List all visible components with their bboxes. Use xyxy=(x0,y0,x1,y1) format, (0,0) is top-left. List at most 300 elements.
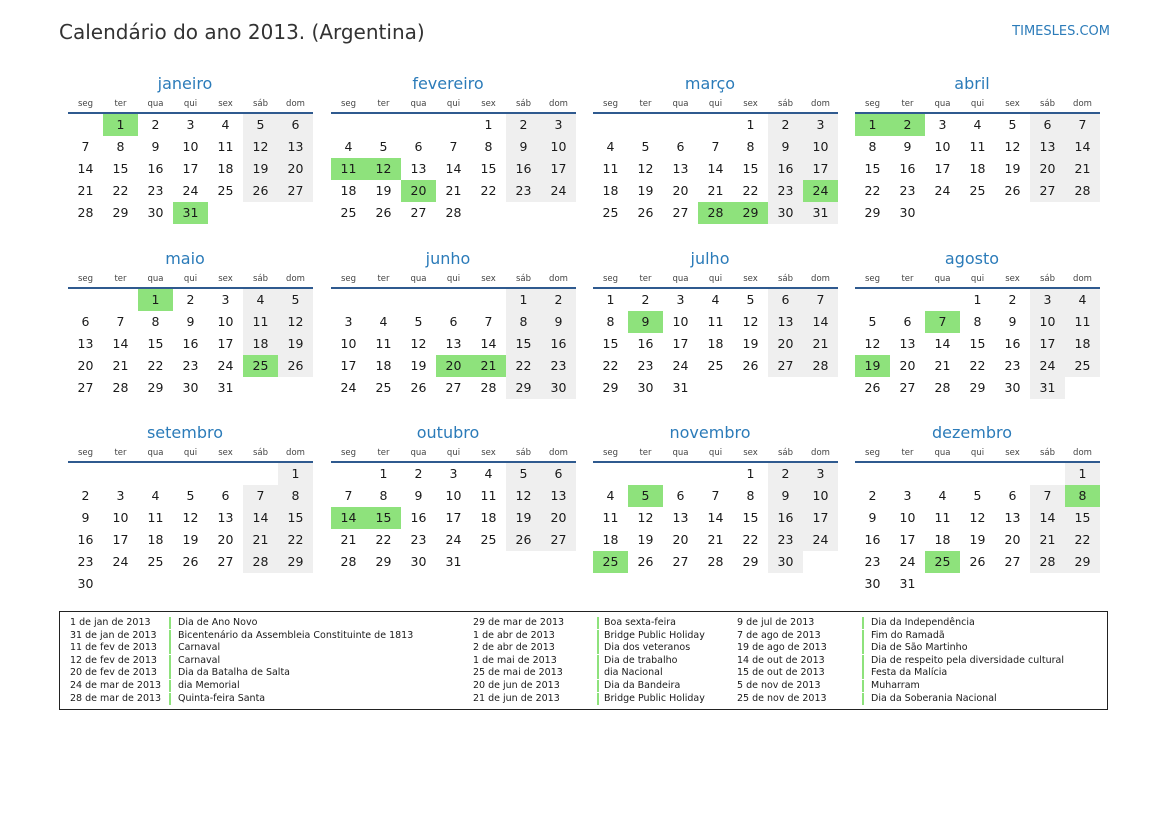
day-cell: 30 xyxy=(541,377,576,399)
weekday-header: sex xyxy=(471,272,506,289)
day-cell: 2 xyxy=(868,488,877,503)
day-cell: 10 xyxy=(803,136,838,158)
holiday-name: Dia de Ano Novo xyxy=(178,617,258,628)
empty-cell xyxy=(698,463,733,485)
day-cell: 25 xyxy=(969,183,986,198)
legend-item xyxy=(70,655,460,668)
holiday-date: 1 de abr de 2013 xyxy=(473,629,555,641)
weekday-header: seg xyxy=(855,272,890,289)
legend-item xyxy=(737,617,1097,630)
day-cell: 13 xyxy=(672,161,689,176)
day-cell: 27 xyxy=(768,355,803,377)
day-cell: 6 xyxy=(1008,488,1017,503)
weekday-header: sex xyxy=(995,446,1030,463)
day-cell: 7 xyxy=(116,314,125,329)
day-cell: 8 xyxy=(379,488,388,503)
empty-cell xyxy=(663,114,698,136)
day-cell: 30 xyxy=(637,380,654,395)
day-cell: 8 xyxy=(151,314,160,329)
weekday-header: sex xyxy=(995,97,1030,114)
day-cell: 25 xyxy=(147,554,164,569)
day-cell: 13 xyxy=(1004,510,1021,525)
day-cell: 10 xyxy=(541,136,576,158)
holiday-cell: 1 xyxy=(855,114,890,136)
day-cell: 14 xyxy=(707,510,724,525)
day-cell: 19 xyxy=(742,336,759,351)
holiday-date: 15 de out de 2013 xyxy=(737,667,825,679)
day-cell: 11 xyxy=(243,311,278,333)
holiday-marker xyxy=(597,693,599,705)
day-cell: 13 xyxy=(541,485,576,507)
holiday-date: 29 de mar de 2013 xyxy=(473,617,565,628)
day-cell: 11 xyxy=(217,139,234,154)
day-cell: 14 xyxy=(112,336,129,351)
day-cell: 20 xyxy=(1030,158,1065,180)
day-cell: 27 xyxy=(1004,554,1021,569)
holiday-cell: 8 xyxy=(1065,485,1100,507)
month-outubro xyxy=(325,422,571,573)
weekday-header: seg xyxy=(68,97,103,114)
weekday-header: sáb xyxy=(243,272,278,289)
holiday-cell: 21 xyxy=(471,355,506,377)
site-link[interactable]: TIMESLES.COM xyxy=(1012,24,1110,39)
day-cell: 26 xyxy=(637,205,654,220)
month-junho xyxy=(325,248,571,399)
day-cell: 9 xyxy=(1008,314,1017,329)
month-name: julho xyxy=(690,249,730,268)
day-cell: 6 xyxy=(903,314,912,329)
day-cell: 24 xyxy=(182,183,199,198)
day-cell: 28 xyxy=(707,554,724,569)
day-cell: 2 xyxy=(768,114,803,136)
weekday-header: dom xyxy=(541,272,576,289)
day-cell: 17 xyxy=(112,532,129,547)
day-cell: 24 xyxy=(217,358,234,373)
holiday-cell: 28 xyxy=(698,202,733,224)
day-cell: 29 xyxy=(969,380,986,395)
day-cell: 27 xyxy=(672,554,689,569)
day-cell: 5 xyxy=(379,139,388,154)
day-cell: 4 xyxy=(938,488,947,503)
empty-cell xyxy=(401,289,436,311)
month-agosto xyxy=(849,248,1095,399)
holiday-cell: 11 xyxy=(331,158,366,180)
holiday-marker xyxy=(169,642,171,654)
holiday-date: 1 de jan de 2013 xyxy=(70,617,151,628)
day-cell: 31 xyxy=(217,380,234,395)
weekday-header: sáb xyxy=(768,97,803,114)
day-cell: 16 xyxy=(77,532,94,547)
holiday-date: 7 de ago de 2013 xyxy=(737,629,821,641)
day-cell: 15 xyxy=(1065,507,1100,529)
empty-cell xyxy=(471,289,506,311)
day-cell: 19 xyxy=(637,183,654,198)
holiday-cell: 2 xyxy=(890,114,925,136)
day-cell: 1 xyxy=(606,292,615,307)
day-cell: 24 xyxy=(541,180,576,202)
month-name: fevereiro xyxy=(412,74,484,93)
day-cell: 1 xyxy=(973,292,982,307)
weekday-header: qui xyxy=(173,446,208,463)
weekday-header: ter xyxy=(890,97,925,114)
empty-cell xyxy=(1030,463,1065,485)
empty-cell xyxy=(925,289,960,311)
day-cell: 31 xyxy=(803,202,838,224)
day-cell: 12 xyxy=(969,510,986,525)
empty-cell xyxy=(890,289,925,311)
day-cell: 31 xyxy=(672,380,689,395)
day-cell: 19 xyxy=(375,183,392,198)
holiday-name: Bridge Public Holiday xyxy=(604,629,705,641)
day-cell: 15 xyxy=(506,333,541,355)
empty-cell xyxy=(925,463,960,485)
day-cell: 24 xyxy=(112,554,129,569)
day-cell: 28 xyxy=(1065,180,1100,202)
day-cell: 29 xyxy=(147,380,164,395)
legend-item xyxy=(70,693,460,706)
holiday-marker xyxy=(862,642,864,654)
holiday-name: Dia de respeito pela diversidade cultural xyxy=(871,654,1064,666)
day-cell: 17 xyxy=(445,510,462,525)
day-cell: 20 xyxy=(768,333,803,355)
holiday-name: Quinta-feira Santa xyxy=(178,692,266,704)
holiday-name: Dia da Batalha de Salta xyxy=(178,667,290,679)
holiday-name: Fim do Ramadã xyxy=(871,629,945,641)
weekday-header: qua xyxy=(925,97,960,114)
weekday-header: qua xyxy=(925,272,960,289)
legend-column xyxy=(737,617,1097,705)
day-cell: 5 xyxy=(641,139,650,154)
day-cell: 26 xyxy=(969,554,986,569)
day-cell: 22 xyxy=(480,183,497,198)
day-cell: 14 xyxy=(77,161,94,176)
day-cell: 2 xyxy=(506,114,541,136)
day-cell: 10 xyxy=(899,510,916,525)
day-cell: 18 xyxy=(217,161,234,176)
legend-item xyxy=(737,642,1097,655)
holiday-cell: 5 xyxy=(628,485,663,507)
day-cell: 16 xyxy=(637,336,654,351)
day-cell: 22 xyxy=(969,358,986,373)
holiday-cell: 19 xyxy=(855,355,890,377)
day-cell: 13 xyxy=(217,510,234,525)
holiday-date: 11 de fev de 2013 xyxy=(70,642,157,654)
weekday-header: qua xyxy=(401,272,436,289)
day-cell: 14 xyxy=(803,311,838,333)
day-cell: 23 xyxy=(147,183,164,198)
day-cell: 9 xyxy=(186,314,195,329)
holiday-cell: 14 xyxy=(331,507,366,529)
day-cell: 18 xyxy=(602,183,619,198)
day-cell: 24 xyxy=(672,358,689,373)
day-cell: 23 xyxy=(1004,358,1021,373)
day-cell: 19 xyxy=(969,532,986,547)
holiday-marker xyxy=(862,693,864,705)
day-cell: 29 xyxy=(1065,551,1100,573)
day-cell: 8 xyxy=(116,139,125,154)
day-cell: 17 xyxy=(1030,333,1065,355)
day-cell: 21 xyxy=(934,358,951,373)
weekday-header: qua xyxy=(925,446,960,463)
day-cell: 19 xyxy=(243,158,278,180)
day-cell: 13 xyxy=(278,136,313,158)
day-cell: 22 xyxy=(1065,529,1100,551)
weekday-header: sex xyxy=(733,97,768,114)
day-cell: 10 xyxy=(112,510,129,525)
day-cell: 11 xyxy=(1065,311,1100,333)
day-cell: 4 xyxy=(151,488,160,503)
day-cell: 28 xyxy=(243,551,278,573)
day-cell: 24 xyxy=(1030,355,1065,377)
weekday-header: qua xyxy=(401,97,436,114)
day-cell: 6 xyxy=(768,289,803,311)
day-cell: 12 xyxy=(278,311,313,333)
day-cell: 5 xyxy=(243,114,278,136)
empty-cell xyxy=(243,463,278,485)
day-cell: 6 xyxy=(414,139,423,154)
month-grid xyxy=(331,272,571,399)
day-cell: 22 xyxy=(147,358,164,373)
empty-cell xyxy=(960,463,995,485)
month-grid xyxy=(331,446,571,573)
day-cell: 5 xyxy=(868,314,877,329)
day-cell: 29 xyxy=(742,554,759,569)
empty-cell xyxy=(436,114,471,136)
day-cell: 12 xyxy=(742,314,759,329)
day-cell: 7 xyxy=(711,488,720,503)
day-cell: 16 xyxy=(864,532,881,547)
day-cell: 6 xyxy=(676,139,685,154)
empty-cell xyxy=(401,114,436,136)
weekday-header: qua xyxy=(663,272,698,289)
day-cell: 2 xyxy=(768,463,803,485)
holiday-legend xyxy=(59,611,1108,710)
day-cell: 30 xyxy=(1004,380,1021,395)
day-cell: 10 xyxy=(445,488,462,503)
day-cell: 11 xyxy=(375,336,392,351)
day-cell: 2 xyxy=(81,488,90,503)
day-cell: 29 xyxy=(864,205,881,220)
day-cell: 12 xyxy=(1004,139,1021,154)
day-cell: 12 xyxy=(637,510,654,525)
month-grid xyxy=(68,97,308,224)
day-cell: 26 xyxy=(375,205,392,220)
day-cell: 1 xyxy=(746,117,755,132)
day-cell: 10 xyxy=(182,139,199,154)
empty-cell xyxy=(593,463,628,485)
weekday-header: seg xyxy=(855,446,890,463)
holiday-date: 24 de mar de 2013 xyxy=(70,679,162,691)
holiday-cell: 1 xyxy=(138,289,173,311)
holiday-date: 25 de nov de 2013 xyxy=(737,692,827,704)
day-cell: 19 xyxy=(1004,161,1021,176)
weekday-header: qui xyxy=(436,446,471,463)
day-cell: 1 xyxy=(506,289,541,311)
day-cell: 23 xyxy=(77,554,94,569)
day-cell: 21 xyxy=(77,183,94,198)
day-cell: 12 xyxy=(410,336,427,351)
day-cell: 28 xyxy=(803,355,838,377)
day-cell: 27 xyxy=(899,380,916,395)
holiday-cell: 24 xyxy=(803,180,838,202)
day-cell: 8 xyxy=(506,311,541,333)
month-grid xyxy=(68,272,308,399)
holiday-date: 28 de mar de 2013 xyxy=(70,692,162,704)
empty-cell xyxy=(995,463,1030,485)
day-cell: 10 xyxy=(934,139,951,154)
day-cell: 7 xyxy=(1030,485,1065,507)
day-cell: 2 xyxy=(186,292,195,307)
day-cell: 20 xyxy=(541,507,576,529)
day-cell: 15 xyxy=(602,336,619,351)
weekday-header: dom xyxy=(803,97,838,114)
page-title: Calendário do ano 2013. (Argentina) xyxy=(59,20,425,44)
holiday-date: 12 de fev de 2013 xyxy=(70,654,157,666)
holiday-name: Dia dos veteranos xyxy=(604,642,691,654)
day-cell: 2 xyxy=(414,466,423,481)
day-cell: 26 xyxy=(410,380,427,395)
empty-cell xyxy=(68,289,103,311)
day-cell: 18 xyxy=(1065,333,1100,355)
month-name: agosto xyxy=(944,249,1000,268)
holiday-marker xyxy=(597,617,599,629)
legend-item xyxy=(737,667,1097,680)
day-cell: 15 xyxy=(969,336,986,351)
weekday-header: sex xyxy=(733,446,768,463)
weekday-header: sáb xyxy=(768,446,803,463)
day-cell: 30 xyxy=(77,576,94,591)
day-cell: 17 xyxy=(934,161,951,176)
holiday-cell: 7 xyxy=(925,311,960,333)
day-cell: 18 xyxy=(480,510,497,525)
day-cell: 21 xyxy=(707,532,724,547)
day-cell: 22 xyxy=(278,529,313,551)
month-name: março xyxy=(684,74,736,93)
day-cell: 26 xyxy=(243,180,278,202)
day-cell: 2 xyxy=(151,117,160,132)
holiday-cell: 1 xyxy=(103,114,138,136)
holiday-marker xyxy=(862,630,864,642)
weekday-header: qui xyxy=(960,97,995,114)
day-cell: 10 xyxy=(672,314,689,329)
holiday-date: 25 de mai de 2013 xyxy=(473,667,563,679)
day-cell: 21 xyxy=(803,333,838,355)
weekday-header: sáb xyxy=(1030,446,1065,463)
weekday-header: sex xyxy=(471,446,506,463)
day-cell: 6 xyxy=(676,488,685,503)
day-cell: 8 xyxy=(484,139,493,154)
day-cell: 14 xyxy=(707,161,724,176)
day-cell: 20 xyxy=(672,183,689,198)
weekday-header: qua xyxy=(663,446,698,463)
day-cell: 5 xyxy=(278,289,313,311)
day-cell: 4 xyxy=(606,488,615,503)
day-cell: 7 xyxy=(484,314,493,329)
day-cell: 4 xyxy=(344,139,353,154)
day-cell: 25 xyxy=(375,380,392,395)
holiday-marker xyxy=(597,667,599,679)
day-cell: 19 xyxy=(506,507,541,529)
holiday-marker xyxy=(862,655,864,667)
empty-cell xyxy=(663,463,698,485)
day-cell: 20 xyxy=(77,358,94,373)
day-cell: 4 xyxy=(379,314,388,329)
day-cell: 12 xyxy=(182,510,199,525)
holiday-cell: 25 xyxy=(593,551,628,573)
day-cell: 9 xyxy=(768,136,803,158)
weekday-header: dom xyxy=(1065,446,1100,463)
day-cell: 3 xyxy=(449,466,458,481)
weekday-header: sáb xyxy=(506,272,541,289)
holiday-cell: 25 xyxy=(243,355,278,377)
empty-cell xyxy=(366,114,401,136)
weekday-header: qui xyxy=(173,97,208,114)
holiday-date: 14 de out de 2013 xyxy=(737,654,825,666)
holiday-marker xyxy=(169,680,171,692)
month-name: novembro xyxy=(669,423,751,442)
day-cell: 11 xyxy=(934,510,951,525)
day-cell: 6 xyxy=(81,314,90,329)
day-cell: 28 xyxy=(445,205,462,220)
weekday-header: dom xyxy=(278,446,313,463)
holiday-name: dia Nacional xyxy=(604,667,663,679)
day-cell: 17 xyxy=(340,358,357,373)
weekday-header: ter xyxy=(890,446,925,463)
weekday-header: sáb xyxy=(1030,272,1065,289)
day-cell: 7 xyxy=(449,139,458,154)
weekday-header: seg xyxy=(593,446,628,463)
day-cell: 6 xyxy=(1030,114,1065,136)
day-cell: 18 xyxy=(375,358,392,373)
holiday-marker xyxy=(862,667,864,679)
holiday-name: Carnaval xyxy=(178,654,221,666)
day-cell: 17 xyxy=(541,158,576,180)
empty-cell xyxy=(103,289,138,311)
weekday-header: dom xyxy=(278,97,313,114)
legend-item xyxy=(70,667,460,680)
day-cell: 7 xyxy=(803,289,838,311)
day-cell: 28 xyxy=(77,205,94,220)
day-cell: 30 xyxy=(182,380,199,395)
day-cell: 26 xyxy=(742,358,759,373)
day-cell: 11 xyxy=(480,488,497,503)
holiday-name: Dia da Soberania Nacional xyxy=(871,692,997,704)
day-cell: 29 xyxy=(278,551,313,573)
day-cell: 3 xyxy=(938,117,947,132)
day-cell: 18 xyxy=(243,333,278,355)
day-cell: 12 xyxy=(864,336,881,351)
day-cell: 18 xyxy=(969,161,986,176)
weekday-header: qui xyxy=(960,272,995,289)
day-cell: 3 xyxy=(903,488,912,503)
day-cell: 20 xyxy=(1004,532,1021,547)
day-cell: 9 xyxy=(868,510,877,525)
day-cell: 16 xyxy=(182,336,199,351)
day-cell: 21 xyxy=(1065,158,1100,180)
day-cell: 31 xyxy=(1030,377,1065,399)
day-cell: 10 xyxy=(803,485,838,507)
weekday-header: sex xyxy=(733,272,768,289)
day-cell: 23 xyxy=(410,532,427,547)
weekday-header: qui xyxy=(173,272,208,289)
day-cell: 24 xyxy=(899,554,916,569)
day-cell: 20 xyxy=(672,532,689,547)
day-cell: 13 xyxy=(899,336,916,351)
weekday-header: dom xyxy=(541,97,576,114)
day-cell: 9 xyxy=(903,139,912,154)
month-name: maio xyxy=(165,249,205,268)
day-cell: 27 xyxy=(410,205,427,220)
